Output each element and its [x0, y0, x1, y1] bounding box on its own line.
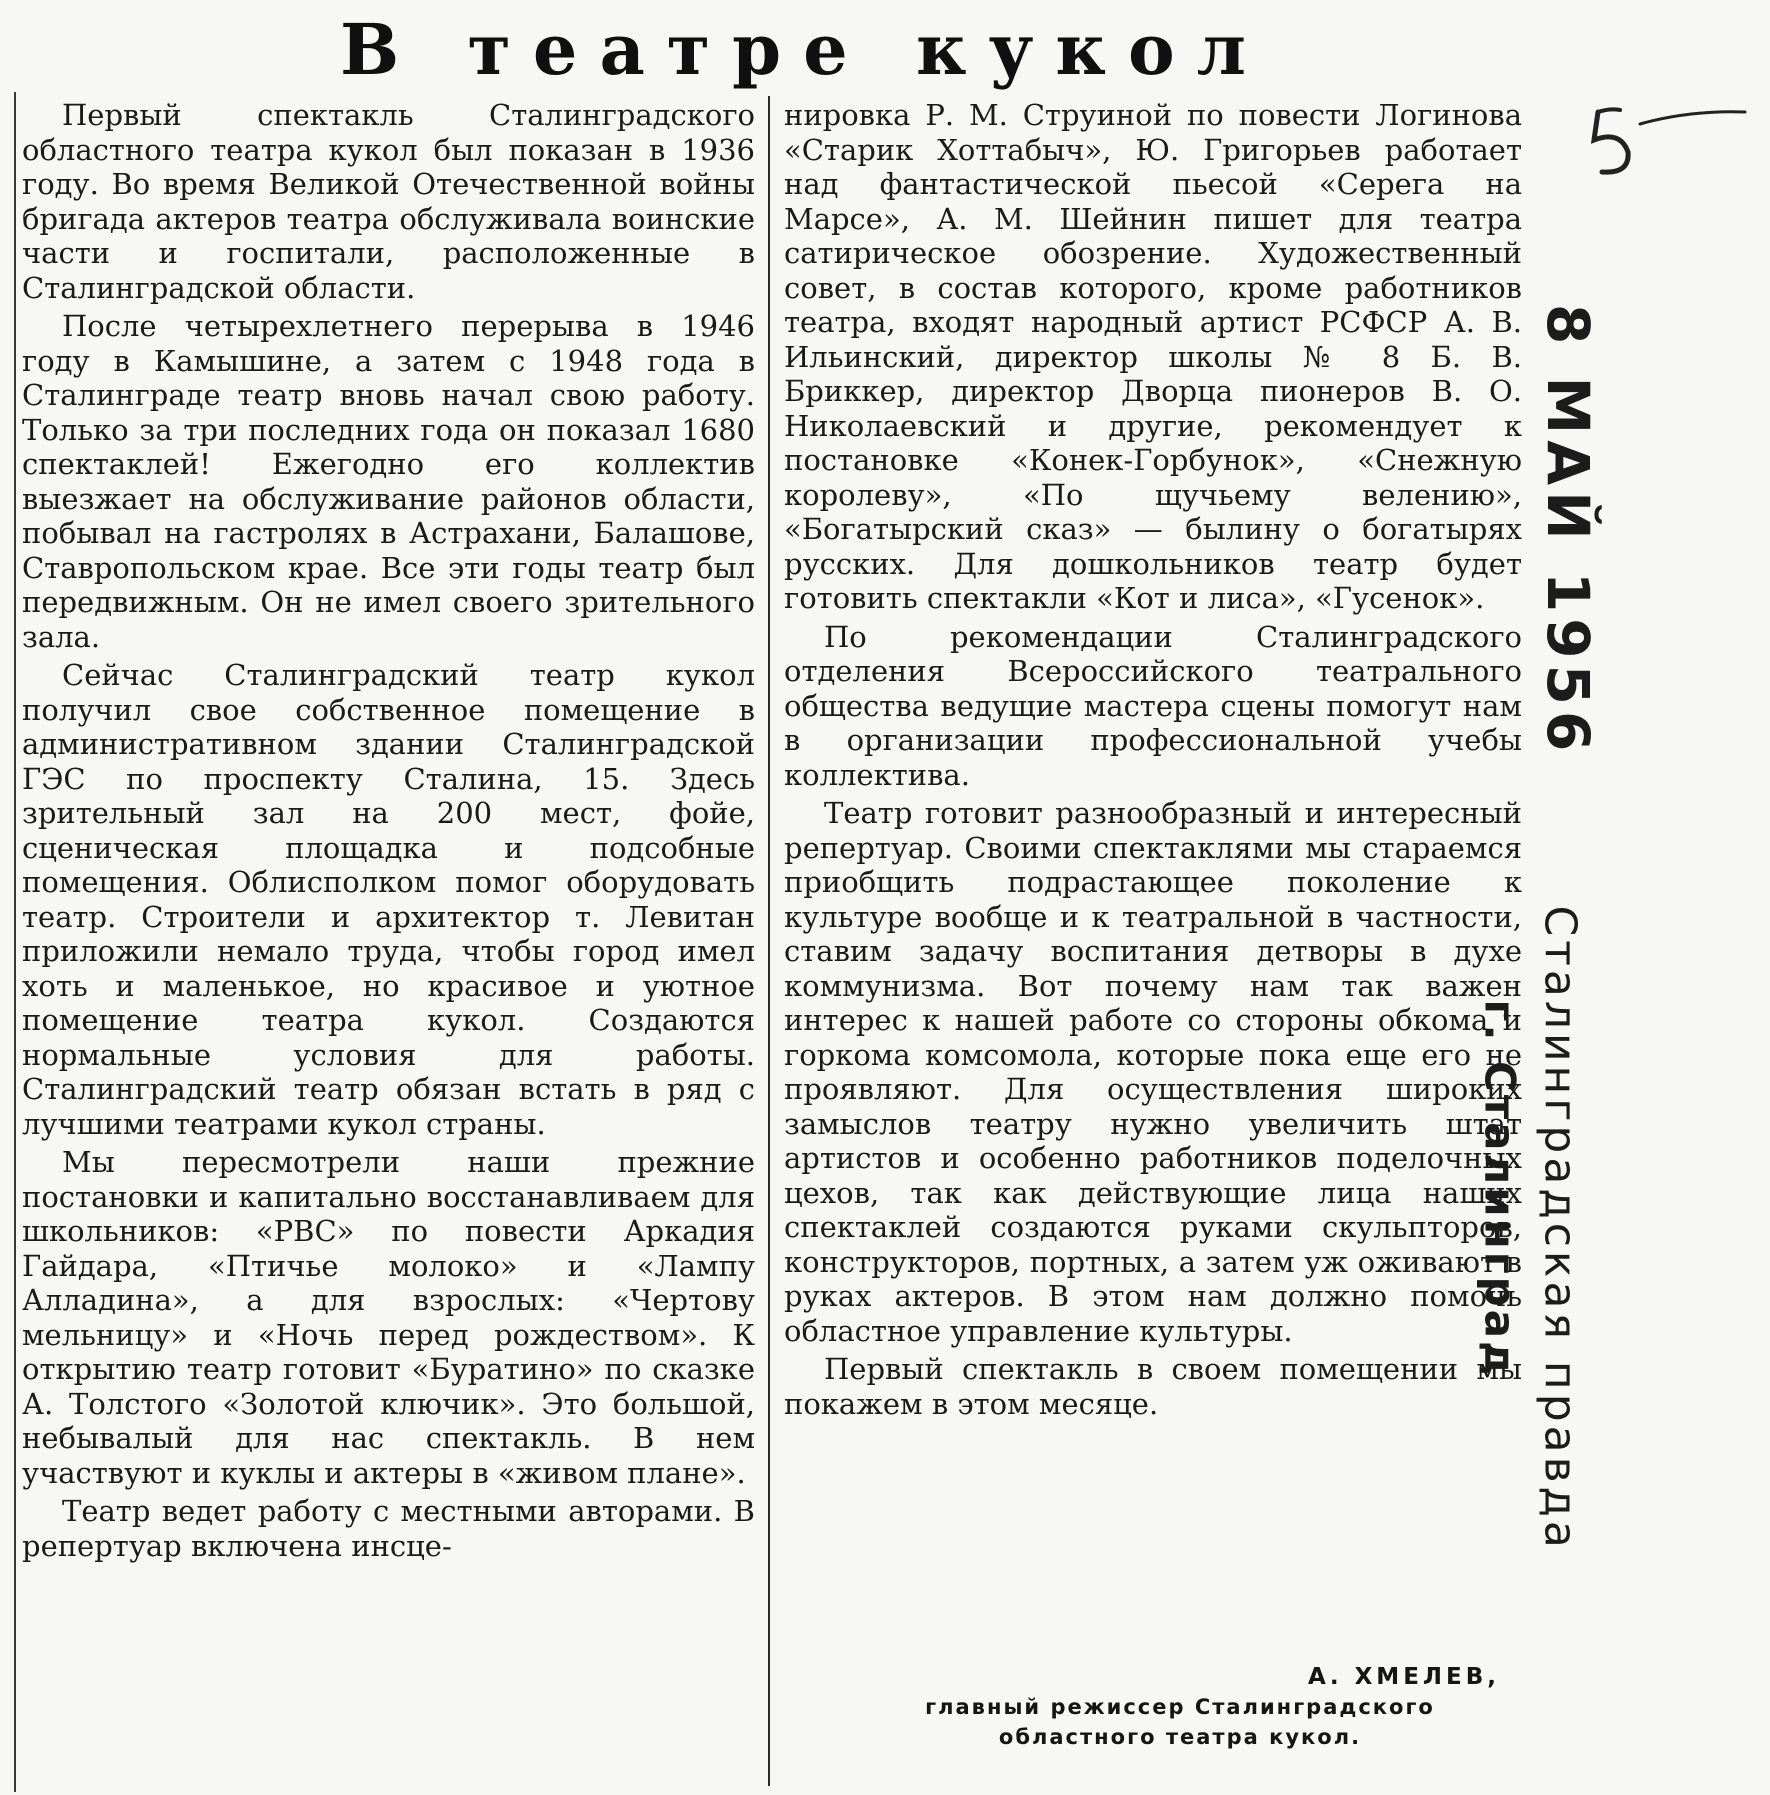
date-stamp: 8 МАЙ 1956 — [1534, 304, 1602, 758]
article-column-1 — [22, 98, 755, 1567]
paragraph: После четырехлетнего перерыва в 1946 году в Камышине, а затем с 1948 года в Сталинграде театр вновь начал свою работу. Только за три последних года он показал 1680 спектаклей! Ежегодно его коллектив выезжает на обслуживание районов области, побывал на гастролях в Астрахани, Балашове, Ставропольском крае. Все эти годы театр был передвижным. Он не имел своего зрительного зала. — [22, 309, 755, 654]
newspaper-name: Сталинградская правда — [1534, 905, 1586, 1552]
paragraph: Первый спектакль в своем помещении мы покажем в этом месяце. — [784, 1352, 1522, 1421]
paragraph: Театр ведет работу с местными авторами. В репертуар включена инсце- — [22, 1494, 755, 1563]
author-role: главный режиссер Сталинградского областного театра кукол. — [925, 1695, 1435, 1749]
author-name: А. ХМЕЛЕВ, — [1308, 1664, 1500, 1690]
paragraph: Мы пересмотрели наши прежние постановки и капитально восстанавливаем для школьников: «РВС» по повести Аркадия Гайдара, «Птичье молоко» и «Лампу Алладина», а для взрослых: «Чертову мельницу» и «Ночь перед рождеством». К открытию театр готовит «Буратино» по сказке А. Толстого «Золотой ключик». Это большой, небывалый для нас спектакль. В нем участвуют и куклы и актеры в «живом плане». — [22, 1145, 755, 1490]
handwritten-number-5 — [1580, 100, 1750, 190]
paragraph: Театр готовит разнообразный и интересный репертуар. Своими спектаклями мы стараемся приобщить подрастающее поколение к культуре вообще и к театральной в частности, ставим задачу воспитания детворы в духе коммунизма. Вот почему нам так важен интерес к нашей работе со стороны обкома и горкома комсомола, которые пока еще его не проявляют. Для осуществления широких замыслов театру нужно увеличить штат артистов и особенно работников поделочных цехов, так как действующие лица наших спектаклей создаются руками скульпторов, конструкторов, портных, а затем уж оживают в руках актеров. В этом нам должно помочь областное управление культуры. — [784, 796, 1522, 1348]
column-divider — [768, 96, 770, 1786]
city-name: г. Сталинград — [1475, 999, 1525, 1379]
paragraph: нировка Р. М. Струиной по повести Логинова «Старик Хоттабыч», Ю. Григорьев работает над фантастической пьесой «Серега на Марсе», А. М. Шейнин пишет для театра сатирическое обозрение. Художественный совет, в состав которого, кроме работников театра, входят народный артист РСФСР А. В. Ильинский, директор школы № 8 Б. В. Бриккер, директор Дворца пионеров В. О. Николаевский и другие, рекомендует к постановке «Конек-Горбунок», «Снежную королеву», «По щучьему велению», «Богатырский сказ» — былину о богатырях русских. Для дошкольников театр будет готовить спектакли «Кот и лиса», «Гусенок». — [784, 98, 1522, 615]
author-signature — [860, 1662, 1500, 1752]
article-column-2 — [784, 98, 1522, 1425]
left-border-rule — [14, 92, 16, 1792]
paragraph: По рекомендации Сталинградского отделения Всероссийского театрального общества ведущие мастера сцены помогут нам в организации профессиональной учебы коллектива. — [784, 619, 1522, 792]
paragraph: Первый спектакль Сталинградского областного театра кукол был показан в 1936 году. Во время Великой Отечественной войны бригада актеров театра обслуживала воинские части и госпитали, расположенные в Сталинградской области. — [22, 98, 755, 305]
paragraph: Сейчас Сталинградский театр кукол получил свое собственное помещение в административном здании Сталинградской ГЭС по проспекту Сталина, 15. Здесь зрительный зал на 200 мест, фойе, сценическая площадка и подсобные помещения. Облисполком помог оборудовать театр. Строители и архитектор т. Левитан приложили немало труда, чтобы город имел хоть и маленькое, но красивое и уютное помещение театра кукол. Создаются нормальные условия для работы. Сталинградский театр обязан встать в ряд с лучшими театрами кукол страны. — [22, 658, 755, 1141]
headline: В театре кукол — [340, 8, 1268, 91]
